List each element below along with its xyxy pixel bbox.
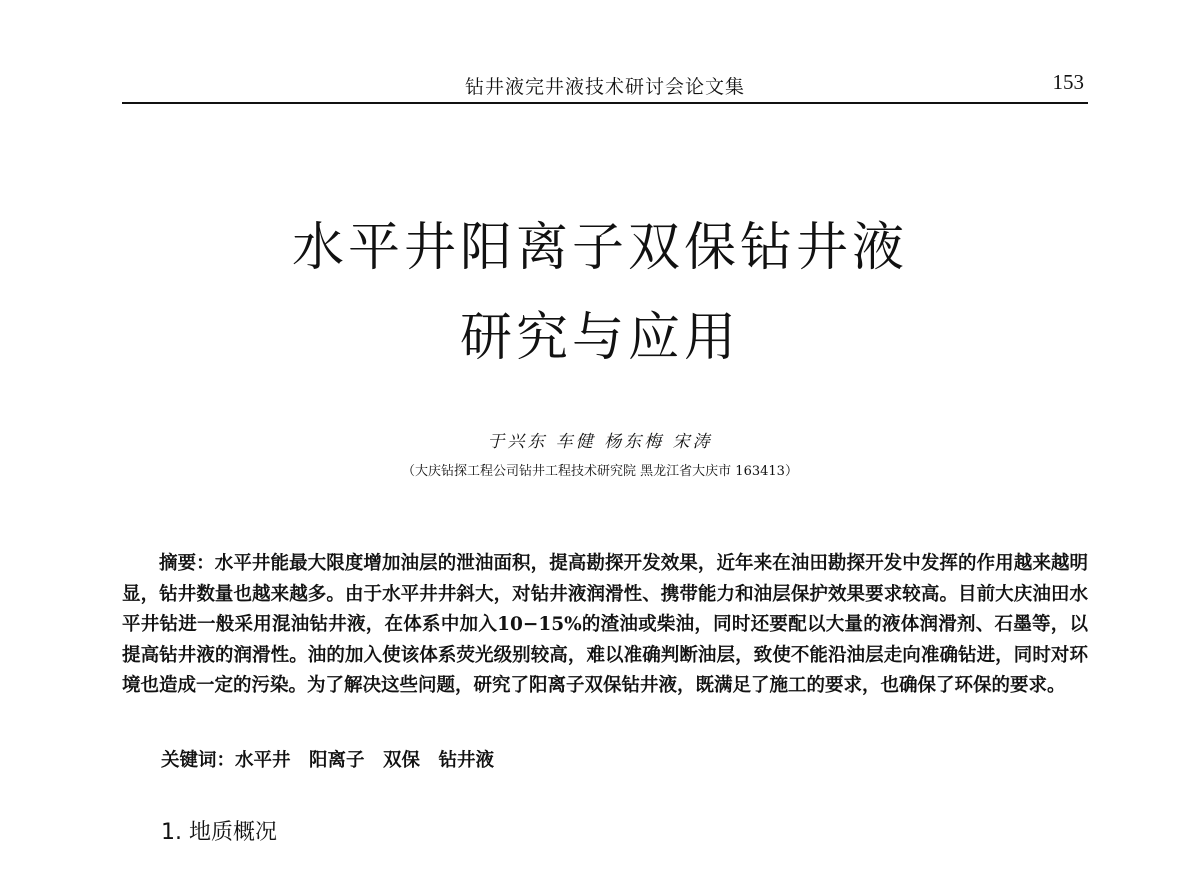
authors: 于兴东 车健 杨东梅 宋涛 bbox=[487, 432, 713, 452]
paper-title bbox=[0, 212, 1200, 374]
running-header bbox=[122, 68, 1088, 104]
section-heading: 1. 地质概况 bbox=[161, 820, 277, 845]
page-number: 153 bbox=[1052, 70, 1084, 94]
abstract-text: 水平井能最大限度增加油层的泄油面积，提高勘探开发效果，近年来在油田勘探开发中发挥的作用越来越明显，钻井数量也越来越多。由于水平井井斜大，对钻井液润滑性、携带能力和油层保护效果要求较高。目前大庆油田水平井钻进一般采用混油钻井液，在体系中加入10−15%的渣油或柴油，同时还要配以大量的液体润滑剂、石墨等，以提高钻井液的润滑性。油的加入使该体系荧光级别较高，难以准确判断油层，致使不能沿油层走向准确钻进，同时对环境也造成一定的污染。为了解决这些问题，研究了阳离子双保钻井液，既满足了施工的要求，也确保了环保的要求。 bbox=[122, 553, 1088, 696]
title-line-1: 水平井阳离子双保钻井液 bbox=[291, 218, 908, 278]
keywords-label: 关键词： bbox=[161, 750, 236, 771]
abstract bbox=[122, 549, 1088, 702]
keywords bbox=[161, 746, 494, 772]
abstract-label: 摘要： bbox=[159, 553, 215, 574]
affiliation: （大庆钻探工程公司钻井工程技术研究院 黑龙江省大庆市 163413） bbox=[402, 464, 798, 479]
running-title: 钻井液完井液技术研讨会论文集 bbox=[464, 76, 745, 98]
title-line-2: 研究与应用 bbox=[459, 308, 740, 368]
keywords-text: 水平井 阳离子 双保 钻井液 bbox=[235, 750, 495, 771]
